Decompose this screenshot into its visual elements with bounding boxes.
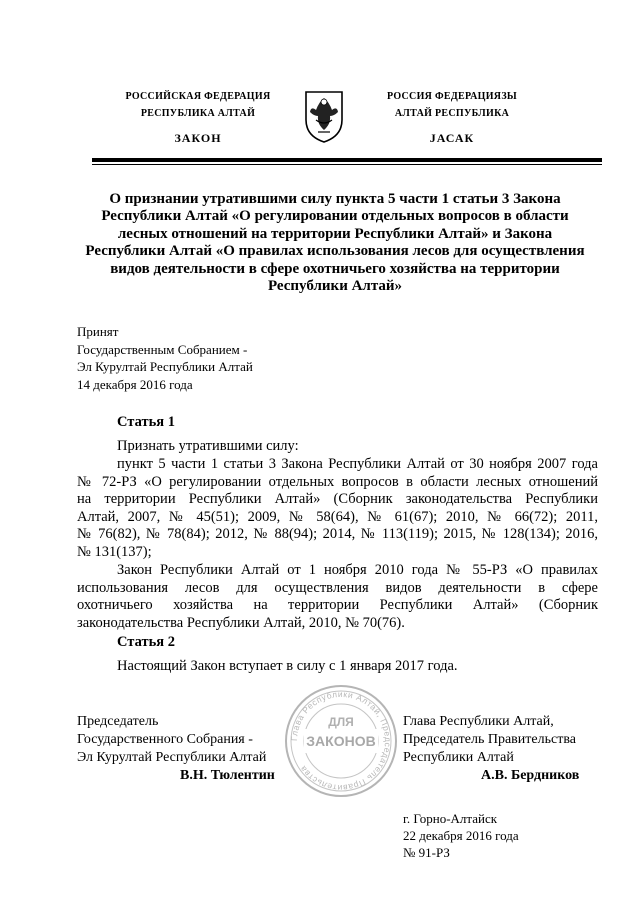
text-line: № 76(82), № 78(84); 2012, № 88(94); 2014, № 113(119); 2015, № 128(134); 2016,: [77, 526, 598, 543]
signature-left-name: В.Н. Тюлентин: [180, 768, 275, 783]
signature-right-line: Республики Алтай: [403, 750, 514, 765]
title-line: О признании утратившими силу пункта 5 части 1 статьи 3 Закона: [109, 191, 561, 207]
header-left-line1: РОССИЙСКАЯ ФЕДЕРАЦИЯ: [125, 91, 271, 102]
footer-date: 22 декабря 2016 года: [403, 828, 519, 843]
stamp-center-bottom: ЗАКОНОВ: [306, 733, 376, 749]
article1-intro: Признать утратившими силу:: [117, 438, 299, 454]
article2-heading: Статья 2: [117, 634, 175, 650]
adoption-line: 14 декабря 2016 года: [77, 376, 193, 392]
adoption-info: [77, 323, 253, 393]
title-line: Республики Алтай «О правилах использования лесов для осуществления: [85, 243, 585, 260]
article1-para1: [77, 456, 598, 562]
stamp-ring-text: Глава Республики Алтай, Председатель Правительства: [288, 688, 394, 794]
signature-right-line: Глава Республики Алтай,: [403, 714, 554, 729]
signature-left-line: Председатель: [77, 714, 159, 729]
stamp-seal: [282, 682, 400, 800]
header-rule-thin: [92, 164, 602, 165]
stamp-center-top: ДЛЯ: [328, 715, 354, 729]
title-line: видов деятельности в сфере охотничьего хозяйства на территории: [110, 260, 560, 277]
header-right-line2: АЛТАЙ РЕСПУБЛИКА: [394, 108, 510, 119]
text-line: пункт 5 части 1 статьи 3 Закона Республики Алтай от 30 ноября 2007 года: [117, 456, 598, 472]
coat-of-arms-icon: [302, 86, 346, 144]
article2-text: Настоящий Закон вступает в силу с 1 января 2017 года.: [117, 658, 458, 674]
document-title: [70, 191, 600, 295]
adoption-line: Эл Курултай Республики Алтай: [77, 359, 253, 374]
text-line: Алтай, 2007, № 45(51); 2009, № 58(64), № 61(67); 2010, № 66(72); 2011,: [77, 508, 598, 525]
title-line: Республики Алтай»: [267, 278, 403, 295]
signature-right-name: А.В. Бердников: [481, 768, 580, 783]
text-line: № 72-РЗ «О регулировании отдельных вопросов в области лесных отношений: [77, 473, 598, 490]
header-rule-thick: [92, 158, 602, 162]
signature-right-line: Председатель Правительства: [403, 732, 576, 747]
signature-left-line: Эл Курултай Республики Алтай: [77, 750, 267, 765]
text-line: законодательства Республики Алтай, 2010, № 70(76).: [77, 614, 405, 631]
title-line: лесных отношений на территории Республики Алтай» и Закона: [117, 225, 553, 242]
text-line: Закон Республики Алтай от 1 ноября 2010 года № 55-РЗ «О правилах: [117, 562, 598, 578]
adoption-line: Принят: [77, 324, 119, 339]
footer-place: г. Горно-Алтайск: [403, 811, 498, 826]
header-right-line1: РОССИЯ ФЕДЕРАЦИЯЗЫ: [386, 91, 518, 102]
header-left-line3: ЗАКОН: [174, 131, 222, 145]
article1-heading: Статья 1: [117, 414, 175, 430]
adoption-line: Государственным Собранием -: [77, 341, 248, 357]
signature-left-line: Государственного Собрания -: [77, 732, 253, 747]
text-line: охотничьего хозяйства на территории Республики Алтай» (Сборник: [77, 597, 598, 614]
article1-para2: [77, 562, 598, 632]
footer-number: № 91-РЗ: [403, 845, 450, 860]
text-line: использования лесов для осуществления видов деятельности в сфере: [77, 579, 598, 596]
text-line: № 131(137);: [77, 543, 152, 560]
header-right-line3: JАСАК: [429, 131, 475, 145]
title-line: Республики Алтай «О регулировании отдельных вопросов в области: [101, 208, 569, 225]
text-line: на территории Республики Алтай» (Сборник законодательства Республики: [77, 491, 598, 508]
header-left-line2: РЕСПУБЛИКА АЛТАЙ: [140, 108, 256, 119]
